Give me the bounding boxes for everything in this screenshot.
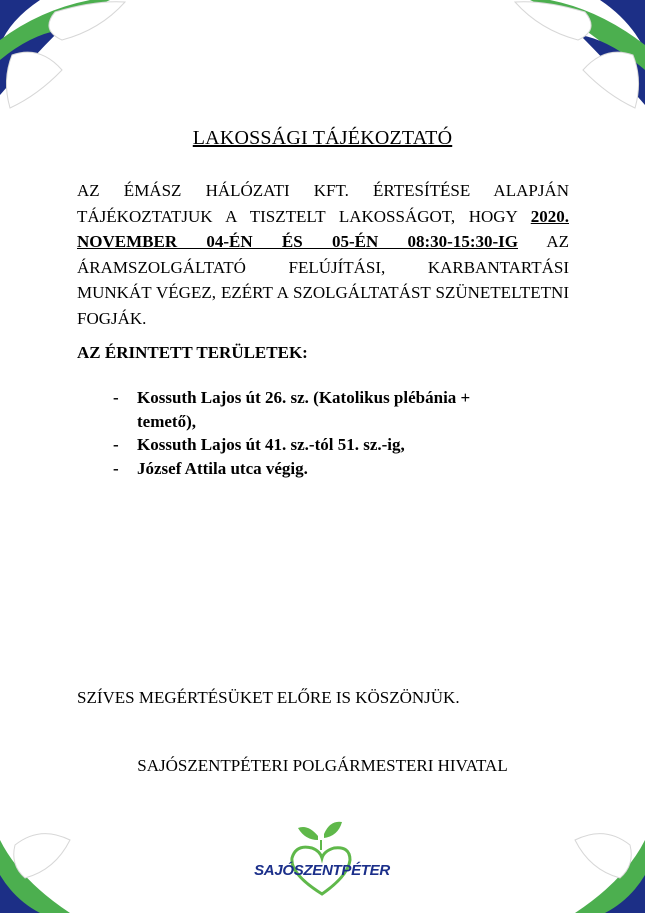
list-dash: - [113, 435, 119, 454]
affected-areas-list [113, 386, 533, 480]
list-dash: - [113, 388, 119, 407]
notice-text-part1: AZ ÉMÁSZ HÁLÓZATI KFT. ÉRTESÍTÉSE ALAPJÁN TÁJÉKOZTATJUK A TISZTELT LAKOSSÁGOT, HOGY [77, 181, 569, 226]
top-right-corner-ornament [515, 0, 645, 108]
signature: SAJÓSZENTPÉTERI POLGÁRMESTERI HIVATAL [137, 756, 508, 775]
document-title: LAKOSSÁGI TÁJÉKOZTATÓ [192, 127, 453, 149]
outage-date-time: 2020. NOVEMBER 04-ÉN ÉS 05-ÉN 08:30-15:30-IG [77, 206, 569, 251]
thanks-line: SZÍVES MEGÉRTÉSÜKET ELŐRE IS KÖSZÖNJÜK. [77, 688, 460, 707]
list-dash: - [113, 458, 119, 478]
list-item [113, 386, 533, 433]
town-logo [250, 818, 400, 898]
affected-areas-heading: AZ ÉRINTETT TERÜLETEK: [77, 343, 308, 362]
notice-text-part2: AZ ÁRAMSZOLGÁLTATÓ FELÚJÍTÁSI, KARBANTARTÁSI MUNKÁT VÉGEZ, EZÉRT A SZOLGÁLTATÁST SZÜNETELTETNI FOGJÁK. [77, 232, 569, 328]
logo-wordmark: SAJÓSZENTPÉTER [254, 862, 390, 879]
top-left-corner-ornament [0, 0, 125, 108]
notice-paragraph [77, 178, 569, 331]
list-item-text: Kossuth Lajos út 26. sz. (Katolikus plébánia + temető), [137, 388, 471, 431]
bottom-left-corner-ornament [0, 834, 70, 913]
list-item [113, 433, 533, 457]
bottom-right-corner-ornament [575, 834, 645, 913]
list-item-text: Kossuth Lajos út 41. sz.-tól 51. sz.-ig, [137, 435, 405, 454]
list-item [113, 457, 533, 481]
list-item-text: József Attila utca végig. [137, 458, 308, 478]
